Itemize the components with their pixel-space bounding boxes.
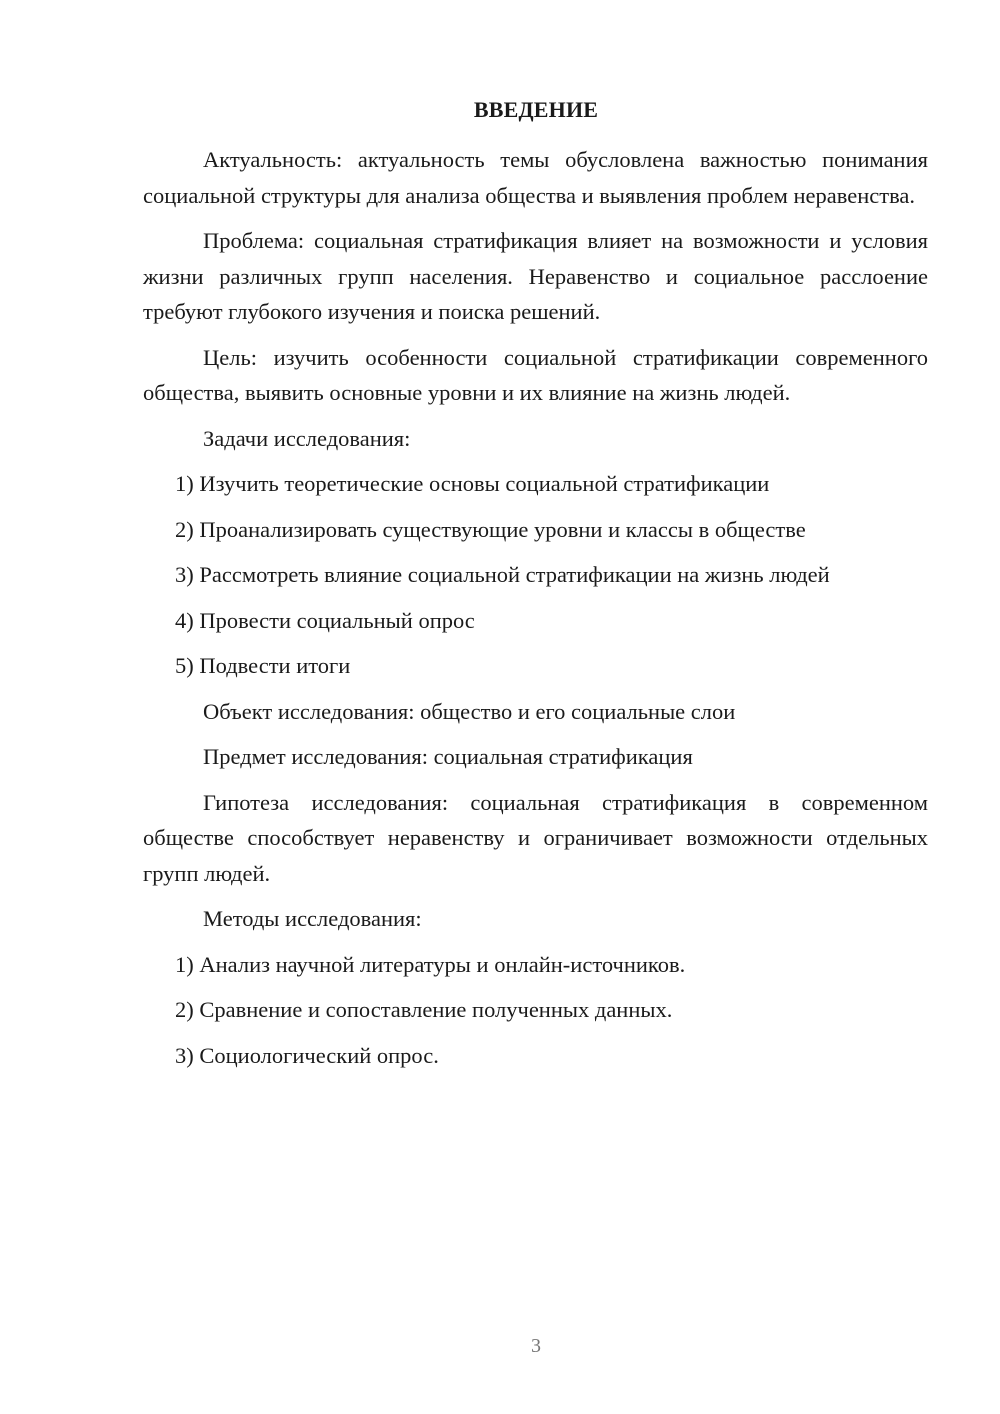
subject-paragraph: Предмет исследования: социальная стратификация xyxy=(203,744,693,769)
task-item-5: 5) Подвести итоги xyxy=(175,653,351,678)
document-body xyxy=(143,142,928,1083)
task-item-3: 3) Рассмотреть влияние социальной стратификации на жизнь людей xyxy=(175,562,830,587)
goal-paragraph: Цель: изучить особенности социальной стратификации современного общества, выявить основные уровни и их влияние на жизнь людей. xyxy=(143,344,928,405)
method-item-3: 3) Социологический опрос. xyxy=(175,1042,439,1068)
problem-paragraph: Проблема: социальная стратификация влияет на возможности и условия жизни различных групп населения. Неравенство и социальное расслоение требуют глубокого изучения и поиска решений. xyxy=(143,228,928,324)
task-item-2: 2) Проанализировать существующие уровни и классы в обществе xyxy=(175,516,806,542)
methods-heading: Методы исследования: xyxy=(203,906,422,931)
tasks-heading: Задачи исследования: xyxy=(203,425,411,451)
page-number: 3 xyxy=(531,1335,541,1357)
object-paragraph: Объект исследования: общество и его социальные слои xyxy=(203,698,736,724)
method-item-1: 1) Анализ научной литературы и онлайн-источников. xyxy=(175,951,686,977)
task-item-1: 1) Изучить теоретические основы социальной стратификации xyxy=(175,471,770,496)
method-item-2: 2) Сравнение и сопоставление полученных данных. xyxy=(175,997,673,1022)
hypothesis-paragraph: Гипотеза исследования: социальная стратификация в современном обществе способствует неравенству и ограничивает возможности отдельных групп людей. xyxy=(143,789,928,886)
task-item-4: 4) Провести социальный опрос xyxy=(175,607,475,633)
page-title: ВВЕДЕНИЕ xyxy=(473,97,599,122)
relevance-paragraph: Актуальность: актуальность темы обусловлена важностью понимания социальной структуры для анализа общества и выявления проблем неравенства. xyxy=(143,147,928,208)
